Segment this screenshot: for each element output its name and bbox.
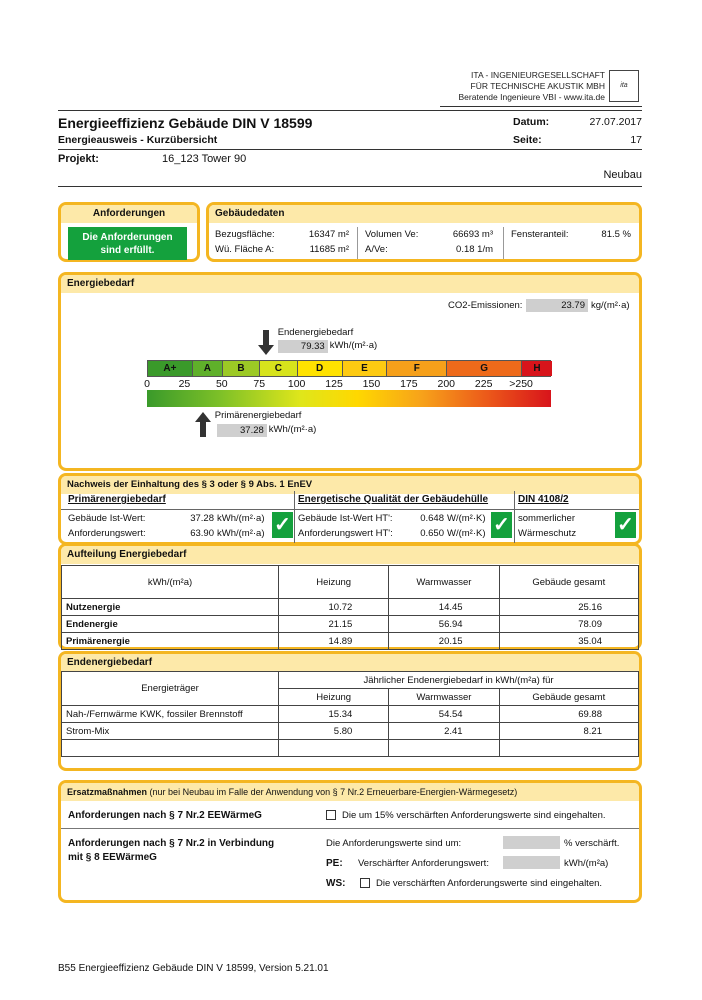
scale-tick: 100	[287, 378, 306, 390]
ht-actual-value: 0.648	[420, 513, 444, 524]
divider	[503, 227, 504, 259]
building-type: Neubau	[603, 169, 642, 181]
required-value-unit: kWh/(m²·a)	[217, 528, 265, 539]
table-header-row	[62, 672, 639, 689]
energy-class-e: E	[343, 361, 388, 376]
requirement-2-text: Die Anforderungswerte sind um:	[326, 838, 462, 849]
table-row	[62, 633, 639, 650]
ht-actual-label: Gebäude Ist-Wert HT':	[298, 513, 393, 524]
energy-class-scale	[147, 360, 551, 377]
energy-class-a-plus: A+	[148, 361, 193, 376]
cell: 10.72	[279, 599, 389, 616]
empty-cell	[279, 740, 389, 757]
unit-header: kWh/(m²a)	[62, 566, 279, 599]
company-line-2: FÜR TECHNISCHE AKUSTIK MBH	[470, 81, 605, 91]
heat-area-value: 11685 m²	[309, 244, 349, 255]
scale-tick: 0	[144, 378, 150, 390]
divider	[294, 491, 295, 543]
empty-cell	[62, 740, 279, 757]
cell: 8.21	[499, 723, 638, 740]
ht-required-value: 0.650	[420, 528, 444, 539]
building-data-panel	[206, 202, 642, 262]
empty-cell	[389, 740, 499, 757]
requirement-2-label-line-2: mit § 8 EEWärmeG	[68, 852, 157, 863]
breakdown-table	[61, 565, 639, 650]
divider	[61, 509, 639, 510]
table-row	[62, 599, 639, 616]
column-header: Gebäude gesamt	[499, 566, 638, 599]
end-energy-unit: kWh/(m²·a)	[329, 340, 378, 351]
table-row	[62, 706, 639, 723]
document-subtitle: Energieausweis - Kurzübersicht	[58, 134, 218, 146]
cell: 78.09	[499, 616, 638, 633]
scale-tick: 125	[325, 378, 343, 390]
footer-text: B55 Energieeffizienz Gebäude DIN V 18599, Version 5.21.01	[58, 963, 329, 974]
divider	[357, 227, 358, 259]
ws-label: WS:	[326, 878, 346, 889]
requirement-2-label-line-1: Anforderungen nach § 7 Nr.2 in Verbindung	[68, 838, 275, 849]
company-logo: ita	[609, 70, 639, 102]
company-line-3: Beratende Ingenieure VBI - www.ita.de	[458, 92, 605, 102]
header-rule-3	[58, 186, 642, 187]
ht-actual-unit: W/(m²·K)	[447, 513, 486, 524]
table-row	[62, 723, 639, 740]
primary-energy-arrow-stem	[200, 421, 206, 437]
volume-label: Volumen Ve:	[365, 229, 419, 240]
requirement-1-text: Die um 15% verschärften Anforderungswerte sind eingehalten.	[342, 810, 606, 821]
energy-gradient-bar	[147, 390, 551, 407]
co2-unit: kg/(m²·a)	[591, 300, 630, 311]
ht-required-label: Anforderungswert HT':	[298, 528, 393, 539]
energy-class-f: F	[387, 361, 447, 376]
cell: 54.54	[389, 706, 499, 723]
cell: 2.41	[389, 723, 499, 740]
ref-area-value: 16347 m²	[308, 229, 349, 240]
divider	[514, 491, 515, 543]
ht-required-unit: W/(m²·K)	[447, 528, 486, 539]
envelope-quality-heading: Energetische Qualität der Gebäudehülle	[298, 494, 489, 505]
ratio-label: A/Ve:	[365, 244, 388, 255]
energy-class-b: B	[223, 361, 260, 376]
pe-label: PE:	[326, 858, 343, 869]
divider	[61, 828, 639, 829]
ws-text: Die verschärften Anforderungswerte sind eingehalten.	[376, 878, 603, 889]
cell: 35.04	[499, 633, 638, 650]
ratio-value: 0.18 1/m	[456, 244, 493, 255]
substitute-title-bold: Ersatzmaßnahmen	[67, 787, 148, 797]
project-value: 16_123 Tower 90	[162, 153, 247, 165]
actual-value-label: Gebäude Ist-Wert:	[68, 513, 146, 524]
requirements-status-line-1: Die Anforderungen	[82, 232, 173, 243]
tightening-unit: % verschärft.	[564, 838, 620, 849]
substitute-title-rest: (nur bei Neubau im Falle der Anwendung von § 7 Nr.2 Erneuerbare-Energien-Wärmegesetz)	[149, 787, 518, 797]
end-energy-table	[61, 671, 639, 757]
cell: 5.80	[279, 723, 389, 740]
cell: 69.88	[499, 706, 638, 723]
page-label: Seite:	[513, 134, 542, 146]
co2-label: CO2-Emissionen:	[448, 300, 523, 311]
requirements-status	[68, 227, 187, 260]
column-header: Gebäude gesamt	[499, 689, 638, 706]
scale-tick: 50	[215, 378, 228, 390]
scale-tick: >250	[509, 378, 533, 390]
din-heading: DIN 4108/2	[518, 494, 569, 505]
cell: 14.45	[389, 599, 499, 616]
required-value-label: Anforderungswert:	[68, 528, 146, 539]
requirement-1-option[interactable]	[326, 810, 606, 821]
required-value: 63.90	[190, 528, 214, 539]
project-label: Projekt:	[58, 153, 99, 165]
header-rule	[58, 110, 642, 111]
column-header: Warmwasser	[389, 689, 499, 706]
cell: 14.89	[279, 633, 389, 650]
primary-demand-heading: Primärenergiebedarf	[68, 494, 166, 505]
window-share-value: 81.5 %	[601, 229, 631, 240]
company-line-1: ITA - INGENIEURGESELLSCHAFT	[471, 70, 605, 80]
ws-checkbox[interactable]	[360, 878, 370, 888]
end-energy-title: Endenergiebedarf	[61, 654, 639, 672]
date-value: 27.07.2017	[589, 116, 642, 128]
document-title: Energieeffizienz Gebäude DIN V 18599	[58, 115, 313, 131]
din-line-1: sommerlicher	[518, 513, 576, 524]
primary-energy-label: Primärenergiebedarf	[214, 410, 302, 421]
cell: 15.34	[279, 706, 389, 723]
end-energy-arrow-icon	[258, 345, 274, 355]
window-share-label: Fensteranteil:	[511, 229, 569, 240]
scale-tick: 225	[474, 378, 493, 390]
end-energy-arrow-stem	[263, 330, 269, 346]
empty-cell	[499, 740, 638, 757]
company-info	[440, 70, 605, 103]
cell: 56.94	[389, 616, 499, 633]
requirement-1-checkbox[interactable]	[326, 810, 336, 820]
cell: 25.16	[499, 599, 638, 616]
actual-value-unit: kWh/(m²·a)	[217, 513, 265, 524]
ref-area-label: Bezugsfläche:	[215, 229, 275, 240]
requirements-status-line-2: sind erfüllt.	[100, 245, 155, 256]
row-label: Nutzenergie	[62, 599, 279, 616]
scale-tick: 200	[437, 378, 456, 390]
annual-header: Jährlicher Endenergiebedarf in kWh/(m²a) für	[279, 672, 639, 689]
carrier-header: Energieträger	[62, 672, 279, 706]
energy-class-h: H	[522, 361, 552, 376]
pe-text: Verschärfter Anforderungswert:	[358, 858, 489, 869]
company-divider	[440, 106, 642, 107]
volume-value: 66693 m³	[452, 229, 493, 240]
pe-unit: kWh/(m²a)	[564, 858, 609, 869]
scale-tick: 175	[400, 378, 418, 390]
end-energy-value: 79.33	[278, 340, 328, 353]
scale-tick: 75	[253, 378, 266, 390]
energy-class-d: D	[298, 361, 343, 376]
scale-tick: 150	[362, 378, 381, 390]
requirement-1-label: Anforderungen nach § 7 Nr.2 EEWärmeG	[68, 810, 262, 821]
primary-energy-unit: kWh/(m²·a)	[268, 424, 317, 435]
column-header: Heizung	[279, 566, 389, 599]
actual-value: 37.28	[190, 513, 214, 524]
row-label: Primärenergie	[62, 633, 279, 650]
primary-check-icon: ✓	[272, 512, 293, 538]
scale-tick: 25	[178, 378, 191, 390]
primary-energy-value: 37.28	[217, 424, 267, 437]
energy-class-g: G	[447, 361, 522, 376]
din-check-icon: ✓	[615, 512, 636, 538]
co2-value: 23.79	[526, 299, 588, 312]
building-data-title: Gebäudedaten	[209, 205, 639, 223]
column-header: Heizung	[279, 689, 389, 706]
din-line-2: Wärmeschutz	[518, 528, 577, 539]
row-label: Strom-Mix	[62, 723, 279, 740]
table-row	[62, 616, 639, 633]
table-row	[62, 740, 639, 757]
breakdown-title: Aufteilung Energiebedarf	[61, 546, 639, 564]
envelope-check-icon: ✓	[491, 512, 512, 538]
end-energy-label: Endenergiebedarf	[277, 327, 354, 338]
ws-option[interactable]	[360, 878, 602, 889]
pe-value-field[interactable]	[503, 856, 560, 869]
table-header-row	[62, 566, 639, 599]
energy-class-c: C	[260, 361, 297, 376]
date-label: Datum:	[513, 116, 550, 128]
energy-class-a: A	[193, 361, 223, 376]
cell: 21.15	[279, 616, 389, 633]
header-rule-2	[58, 149, 642, 150]
page-value: 17	[630, 134, 642, 146]
substitute-title	[61, 783, 639, 801]
tightening-percent-field[interactable]	[503, 836, 560, 849]
row-label: Nah-/Fernwärme KWK, fossiler Brennstoff	[62, 706, 279, 723]
heat-area-label: Wü. Fläche A:	[215, 244, 275, 255]
cell: 20.15	[389, 633, 499, 650]
compliance-title: Nachweis der Einhaltung des § 3 oder § 9 Abs. 1 EnEV	[61, 476, 639, 494]
requirements-panel	[58, 202, 200, 262]
column-header: Warmwasser	[389, 566, 499, 599]
requirements-title: Anforderungen	[61, 205, 197, 223]
energy-demand-title: Energiebedarf	[61, 275, 639, 293]
requirement-2-label	[68, 837, 274, 865]
row-label: Endenergie	[62, 616, 279, 633]
